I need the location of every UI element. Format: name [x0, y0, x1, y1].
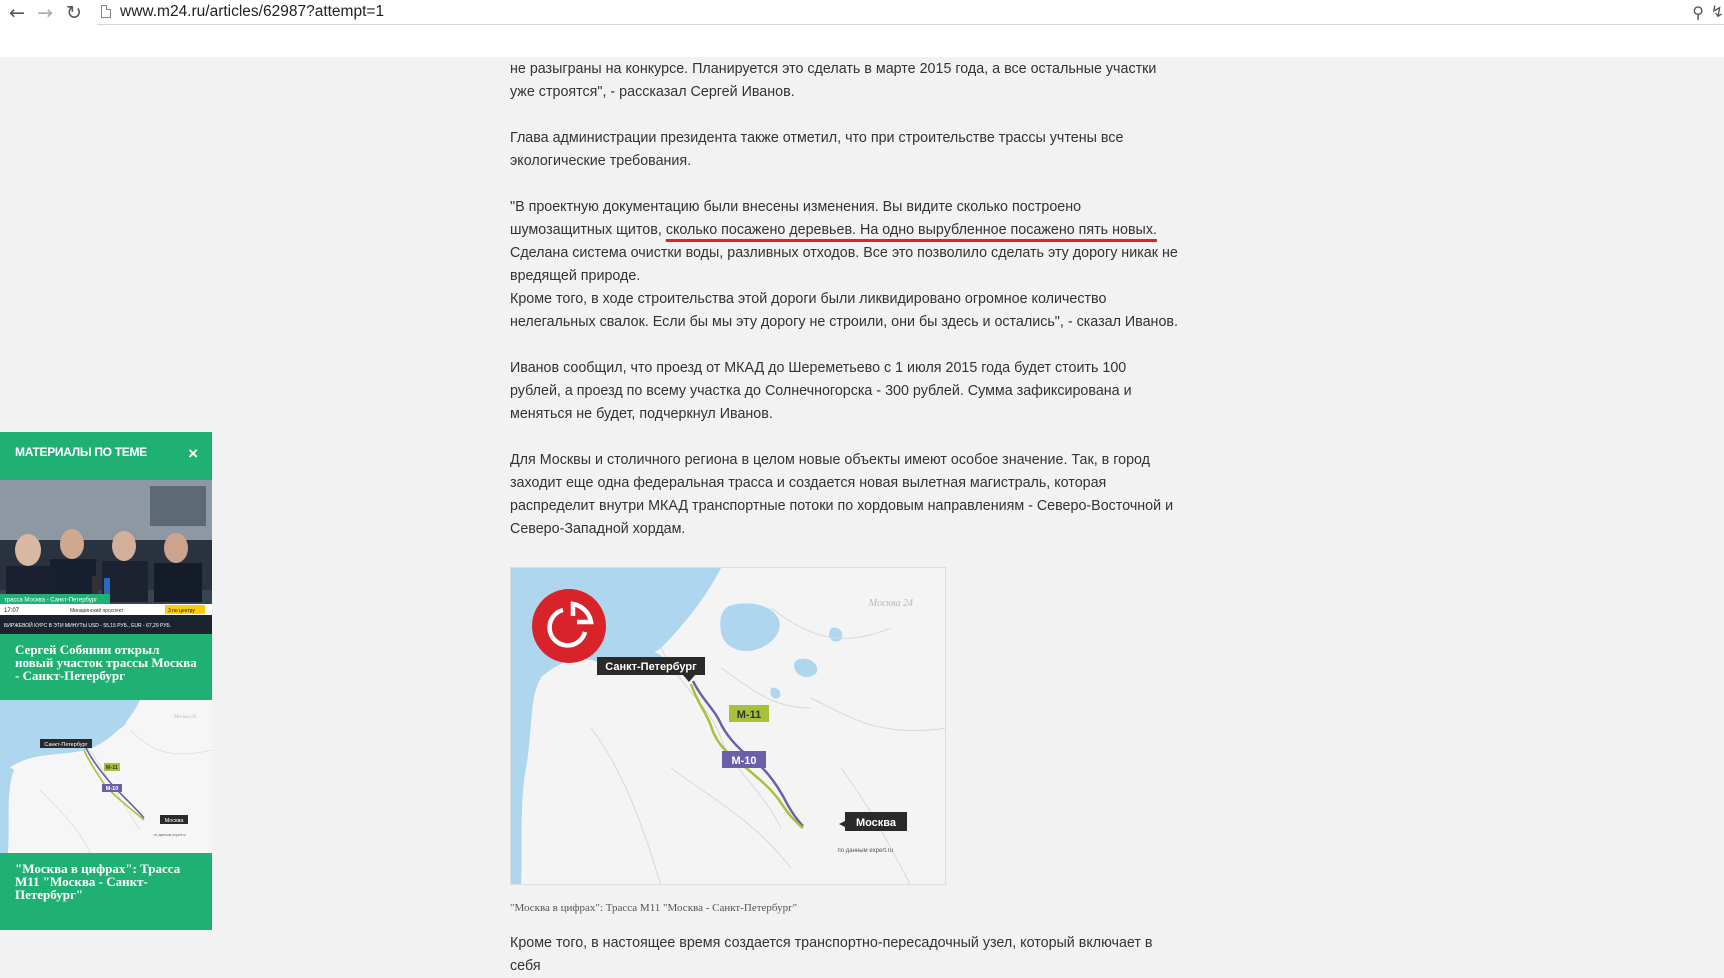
related-item-title[interactable]: "Москва в цифрах": Трасса М11 "Москва - Санкт-Петербург" — [15, 861, 181, 902]
quote-end: Сделана система очистки воды, разливных отходов. Все это позволило сделать эту дорогу никак не вредящей природе. — [510, 245, 1178, 284]
related-item-thumbnail[interactable] — [0, 700, 212, 853]
thumb-bar-street: Минаринский проспект — [70, 608, 124, 614]
page-icon — [101, 5, 111, 18]
related-item-title[interactable]: Сергей Собянин открыл новый участок трассы Москва - Санкт-Петербург — [15, 642, 197, 683]
route-map-thumbnail — [0, 700, 212, 853]
article-paragraph: не разыграны на конкурсе. Планируется это сделать в марте 2015 года, а все остальные участки уже строятся", - рассказал Сергей Иванов. — [510, 61, 1157, 100]
quote-start: "В проектную документацию были внесены изменения. Вы видите сколько построено шумозащитных щитов, — [510, 199, 1082, 238]
route-map-graphic — [511, 568, 946, 885]
forward-arrow-icon[interactable]: → — [37, 2, 53, 24]
thumb-label-m11: М-11 — [105, 765, 119, 771]
related-title: МАТЕРИАЛЫ ПО ТЕМЕ — [15, 445, 147, 459]
back-arrow-icon[interactable]: ← — [9, 2, 25, 24]
route-map-image[interactable] — [510, 567, 946, 885]
address-bar[interactable] — [97, 1, 1724, 25]
thumb-bar-time: 17:07 — [4, 608, 20, 614]
reload-icon[interactable]: ↻ — [66, 2, 82, 24]
thumb-bar-ticker: БИРЖЕВОЙ КУРС В ЭТИ МИНУТЫ USD - 55,15 РУБ., EUR - 67,29 РУБ. — [4, 623, 172, 629]
zoom-icon[interactable]: ⚲ — [1692, 3, 1704, 22]
article-paragraph-quote — [510, 196, 1180, 288]
article-paragraph: Кроме того, в ходе строительства этой дороги были ликвидировано огромное количество нелегальных свалок. Если бы мы эту дорогу не строили, они бы здесь и остались", - сказал Иванов. — [510, 291, 1178, 330]
related-item-thumbnail[interactable] — [0, 480, 212, 634]
article-paragraph: Иванов сообщил, что проезд от МКАД до Шереметьево с 1 июля 2015 года будет стоить 100 рублей, а проезд по всему участка до Солнечногорска - 300 рублей. Сумма зафиксирована и меняться не будет, подчеркнул Иванов. — [510, 360, 1132, 422]
map-label-m11: М-11 — [736, 709, 762, 721]
extension-icon[interactable]: ↯ — [1710, 2, 1724, 21]
url-text[interactable]: www.m24.ru/articles/62987?attempt=1 — [120, 3, 385, 20]
thumb-source: по данным expert.ru — [153, 833, 186, 837]
browser-toolbar — [0, 0, 1724, 57]
related-materials-panel — [0, 432, 212, 930]
article-paragraph: Глава администрации президента также отметил, что при строительстве трассы учтены все экологические требования. — [510, 130, 1124, 169]
highlighted-quote: сколько посажено деревьев. На одно вырубленное посажено пять новых. — [665, 222, 1157, 238]
map-watermark: Москва 24 — [868, 598, 913, 609]
image-caption: "Москва в цифрах": Трасса М11 "Москва - Санкт-Петербург" — [510, 902, 798, 914]
map-source: по данным expert.ru — [837, 848, 893, 854]
thumb-label-spb: Санкт-Петербург — [44, 742, 88, 748]
thumb-ticker-text: трасса Москва - Санкт-Петербург — [4, 597, 98, 604]
news-video-thumbnail — [0, 480, 212, 634]
thumb-bar-badge: 3 по центру — [168, 608, 195, 614]
map-label-moscow: Москва — [855, 817, 897, 829]
article-paragraph: Кроме того, в настоящее время создается транспортно-пересадочный узел, который включает в себя — [510, 935, 1153, 974]
map-label-spb: Санкт-Петербург — [605, 661, 697, 673]
thumb-label-m10: М-10 — [105, 786, 119, 792]
thumb-watermark: Москва 24 — [173, 715, 196, 720]
thumb-label-moscow: Москва — [164, 818, 184, 824]
article-paragraph: Для Москвы и столичного региона в целом новые объекты имеют особое значение. Так, в город заходит еще одна федеральная трасса и создается новая вылетная магистраль, которая распределит внутри МКАД транспортные потоки по хордовым направлениям - Северо-Восточной и Северо-Западной хордам. — [510, 452, 1174, 537]
close-icon[interactable]: × — [188, 444, 198, 463]
related-header — [0, 432, 212, 479]
map-label-m10: М-10 — [731, 755, 757, 767]
